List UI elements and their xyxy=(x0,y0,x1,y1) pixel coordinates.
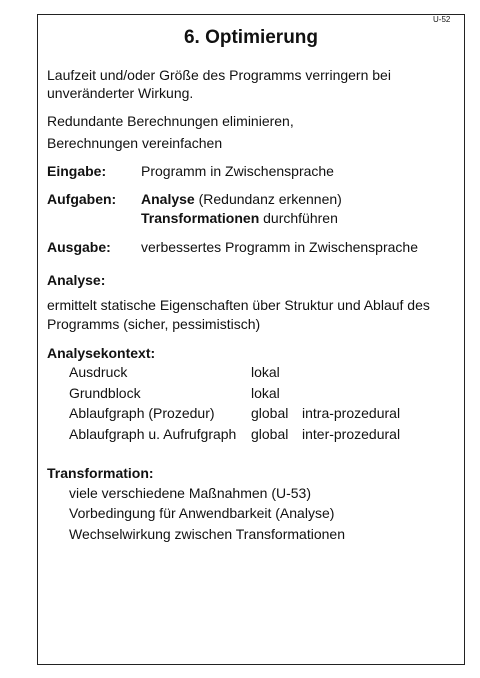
aufgaben-item-1-bold: Analyse xyxy=(141,191,195,207)
aufgaben-item-2 xyxy=(141,210,338,227)
context-row-4-name: Ablaufgraph u. Aufrufgraph xyxy=(69,426,237,442)
aufgaben-item-2-rest: durchführen xyxy=(259,210,338,226)
intro-line-1: Laufzeit und/oder Größe des Programms verringern bei xyxy=(47,67,391,83)
analyse-line-2: Programms (sicher, pessimistisch) xyxy=(47,316,261,332)
slide-frame xyxy=(37,14,465,665)
page-title: 6. Optimierung xyxy=(183,27,319,48)
context-row-1-name: Ausdruck xyxy=(69,364,128,380)
context-row-4-scope: global xyxy=(251,426,289,442)
eingabe-label: Eingabe: xyxy=(47,163,107,179)
analysekontext-heading: Analysekontext: xyxy=(47,345,156,361)
context-row-2-scope: lokal xyxy=(251,385,280,401)
context-row-3-name: Ablaufgraph (Prozedur) xyxy=(69,405,215,421)
transformation-item-2: Vorbedingung für Anwendbarkeit (Analyse) xyxy=(69,505,335,521)
aufgaben-item-2-bold: Transformationen xyxy=(141,210,260,226)
context-row-1-scope: lokal xyxy=(251,364,280,380)
transformation-item-1: viele verschiedene Maßnahmen (U-53) xyxy=(69,485,311,501)
transformation-heading: Transformation: xyxy=(47,465,154,481)
analyse-line-1: ermittelt statische Eigenschaften über Struktur und Ablauf des xyxy=(47,297,430,313)
redundant-line-2: Berechnungen vereinfachen xyxy=(47,135,223,151)
aufgaben-item-1 xyxy=(141,191,342,208)
aufgaben-item-1-rest: (Redundanz erkennen) xyxy=(194,191,342,207)
intro-line-2: unveränderter Wirkung. xyxy=(47,85,194,101)
context-row-3-scope: global xyxy=(251,405,289,421)
analyse-heading: Analyse: xyxy=(47,272,106,288)
ausgabe-label: Ausgabe: xyxy=(47,239,111,255)
context-row-4-kind: inter-prozedural xyxy=(302,426,401,442)
eingabe-value: Programm in Zwischensprache xyxy=(141,163,334,179)
redundant-line-1: Redundante Berechnungen eliminieren, xyxy=(47,113,294,129)
transformation-item-3: Wechselwirkung zwischen Transformationen xyxy=(69,526,345,542)
page-reference: U-52 xyxy=(433,15,451,24)
context-row-3-kind: intra-prozedural xyxy=(302,405,401,421)
ausgabe-value: verbessertes Programm in Zwischensprache xyxy=(141,239,418,255)
aufgaben-label: Aufgaben: xyxy=(47,191,117,207)
context-row-2-name: Grundblock xyxy=(69,385,141,401)
